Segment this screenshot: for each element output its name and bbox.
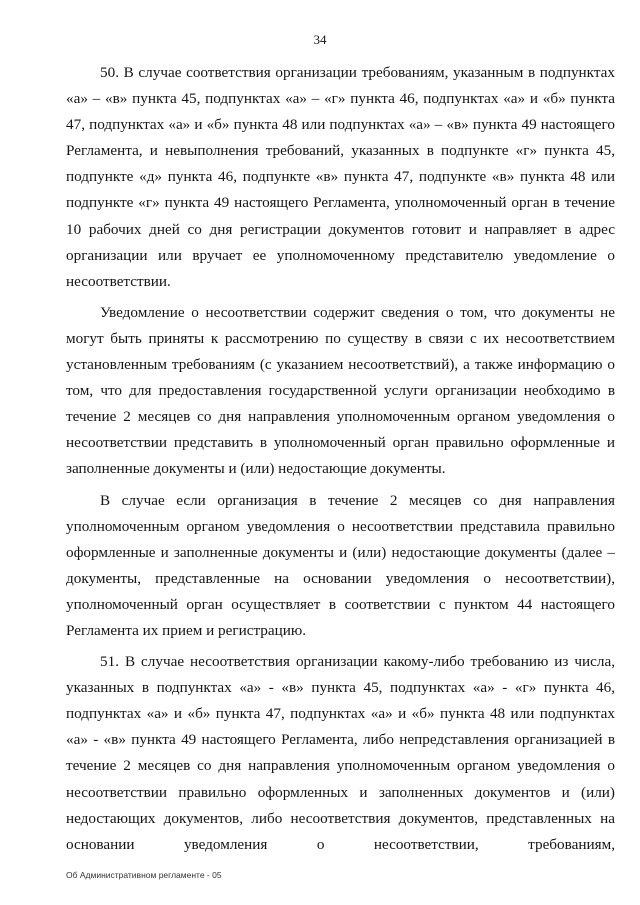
- paragraph-resubmission: В случае если организация в течение 2 месяцев со дня направления уполномоченным органом уведомления о несоответствии представила правильно оформленные и заполненные документы и (или) недостающие документы (далее – документы, представленные на основании уведомления о несоответствии), уполномоченный орган осуществляет в соответствии с пунктом 44 настоящего Регламента их прием и регистрацию.: [66, 491, 615, 639]
- footer-document-reference: Об Административном регламенте - 05: [66, 870, 222, 880]
- document-body: [66, 60, 615, 863]
- paragraph-notice-content: Уведомление о несоответствии содержит сведения о том, что документы не могут быть приняты к рассмотрению по существу в связи с их несоответствием установленным требованиям (с указанием несоответствий), а также информацию о том, что для предоставления государственной услуги организации необходимо в течение 2 месяцев со дня направления уполномоченным органом уведомления о несоответствии представить в уполномоченный орган правильно оформленные и заполненные документы и (или) недостающие документы.: [66, 303, 615, 478]
- page-number: 34: [313, 32, 327, 47]
- paragraph-50: 50. В случае соответствия организации требованиям, указанным в подпунктах «а» – «в» пункта 45, подпунктах «а» – «г» пункта 46, подпунктах «а» и «б» пункта 47, подпунктах «а» и «б» пункта 48 или подпунктах «а» – «в» пункта 49 настоящего Регламента, и невыполнения требований, указанных в подпункте «г» пункта 45, подпункте «д» пункта 46, подпункте «в» пункта 47, подпункте «в» пункта 48 или подпункте «г» пункта 49 настоящего Регламента, уполномоченный орган в течение 10 рабочих дней со дня регистрации документов готовит и направляет в адрес организации или вручает ее уполномоченному представителю уведомление о несоответствии.: [66, 64, 615, 290]
- paragraph-51: 51. В случае несоответствия организации какому-либо требованию из числа, указанных в подпунктах «а» - «в» пункта 45, подпунктах «а» - «г» пункта 46, подпунктах «а» и «б» пункта 47, подпунктах «а» и «б» пункта 48 или подпунктах «а» - «в» пункта 49 настоящего Регламента, либо непредставления организацией в течение 2 месяцев со дня направления уполномоченным органом уведомления о несоответствии правильно оформленных и заполненных документов и (или) недостающих документов, либо несоответствия документов, представленных на основании уведомления о несоответствии, требованиям,: [66, 653, 615, 853]
